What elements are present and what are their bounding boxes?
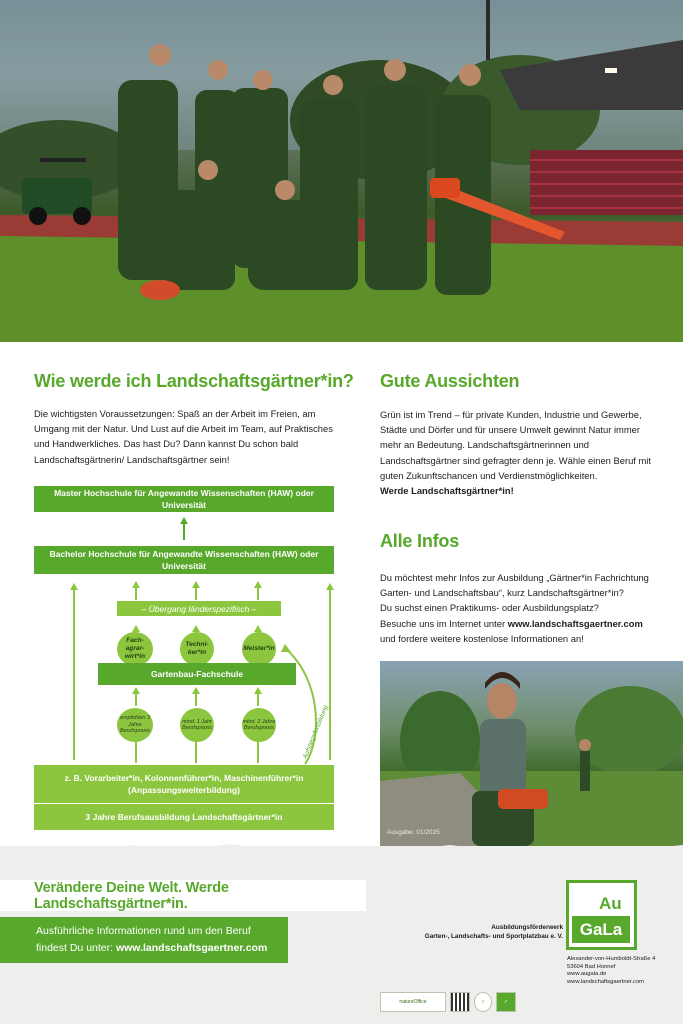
footer-info-line-1: Ausführliche Informationen rund um den Beruf xyxy=(36,925,251,937)
info-paragraph-2: Du suchst einen Praktikums- oder Ausbildungsplatz? xyxy=(380,602,599,614)
org-line-2: Garten-, Landschafts- und Sportplatzbau e. V. xyxy=(424,932,563,940)
bachelor-bar: Bachelor Hochschule für Angewandte Wissenschaften (HAW) oder Universität xyxy=(34,546,334,574)
address-web-2[interactable]: www.landschaftsgaertner.com xyxy=(567,978,645,985)
transition-bar: – Übergang länderspezifisch – xyxy=(117,601,281,616)
adaptation-line-2: (Anpassungsweiterbildung) xyxy=(128,785,240,795)
address-street: Alexander-von-Humboldt-Straße 4 xyxy=(567,956,656,962)
right-heading-info: Alle Infos xyxy=(380,531,460,551)
address-web-1[interactable]: www.augala.de xyxy=(567,971,607,978)
augala-logo xyxy=(566,880,637,950)
info-paragraph-4: und fordere weitere kostenlose Informationen an! xyxy=(380,632,584,644)
organisation-name xyxy=(425,924,563,941)
nature-office-seal xyxy=(380,992,446,1012)
qr-code-icon xyxy=(450,992,470,1012)
logo-gala: GaLa xyxy=(572,916,630,943)
outlook-text xyxy=(380,407,652,498)
left-intro-text: Die wichtigsten Voraussetzungen: Spaß an der Arbeit im Freien, am Umgang mit der Natur. Und Lust auf die Arbeit im Team, auf Praktisches und Handwerkliches. Das hast Du? Dann kannst Du schon bald Landschaftsgärtnerin/ Landschaftsgärtner sein! xyxy=(34,408,333,465)
tagline: Verändere Deine Welt. Werde Landschaftsgärtner*in. xyxy=(34,879,229,912)
fachschule-bar: Gartenbau-Fachschule xyxy=(98,663,296,685)
climate-seal-icon: ○ xyxy=(474,992,492,1012)
requirement-3-years: empfohlen 3 Jahre Berufspraxis xyxy=(117,708,153,742)
footer-info-line-2 xyxy=(36,940,288,957)
address-city: 53604 Bad Honnef xyxy=(567,963,616,970)
outlook-paragraph: Grün ist im Trend – für private Kunden, Industrie und Gewerbe, Städte und Dörfer und für unsere Umwelt gewinnt Natur immer mehr an Bedeutung. Landschaftsgärtnerinnen und Landschaftsgärtner sind gefragter denn je. Wähle einen Beruf mit guten Zukunftschancen und Verdienstmöglichkeiten. xyxy=(380,409,651,481)
outlook-callout: Werde Landschaftsgärtner*in! xyxy=(380,485,514,497)
footer-info-link[interactable]: www.landschaftsgaertner.com xyxy=(115,942,268,954)
check-seal-icon: ✓ xyxy=(496,992,516,1012)
org-line-1: Ausbildungsförderwerk xyxy=(491,924,563,931)
qualification-fachagrarwirt: Fach-agrar-wirt*in xyxy=(117,632,153,666)
right-heading-outlook: Gute Aussichten xyxy=(380,371,520,391)
footer-info-prefix: findest Du unter: xyxy=(36,942,114,954)
footer-info-box xyxy=(0,917,288,963)
requirement-1-year: mind. 1 Jahr Berufspraxis xyxy=(180,708,214,742)
torn-paper-edge xyxy=(0,840,683,860)
adaptation-line-1: z. B. Vorarbeiter*in, Kolonnenführer*in, Maschinenführer*in xyxy=(64,773,304,783)
promotion-label: Aufstiegsfortbildung xyxy=(301,704,330,760)
side-photo-illustration xyxy=(380,661,683,846)
left-heading: Wie werde ich Landschaftsgärtner*in? xyxy=(34,371,354,391)
info-paragraph-1: Du möchtest mehr Infos zur Ausbildung „Gärtner*in Fachrichtung Garten- und Landschaftsbau“, kurz Landschaftsgärtner*in? xyxy=(380,572,649,599)
issue-caption: Ausgabe: 01/2025 xyxy=(387,829,440,836)
side-photo-gardener xyxy=(380,661,683,846)
info-text xyxy=(380,570,665,646)
address-block xyxy=(567,956,655,986)
adaptation-bar xyxy=(34,765,334,803)
tagline-box xyxy=(0,880,366,911)
logo-au: Au xyxy=(599,894,622,913)
nature-office-label: natureOffice xyxy=(399,999,427,1005)
requirement-2-years: mind. 2 Jahre Berufspraxis xyxy=(242,708,276,742)
info-paragraph-3: Besuche uns im Internet unter xyxy=(380,617,506,629)
qualification-techniker: Techni-ker*in xyxy=(180,632,214,666)
qualification-meister: Meister*in xyxy=(242,632,276,666)
apprenticeship-bar: 3 Jahre Berufsausbildung Landschaftsgärtner*in xyxy=(34,804,334,830)
master-bar: Master Hochschule für Angewandte Wissenschaften (HAW) oder Universität xyxy=(34,486,334,512)
info-link[interactable]: www.landschaftsgaertner.com xyxy=(507,617,643,629)
certification-seals xyxy=(380,992,516,1012)
